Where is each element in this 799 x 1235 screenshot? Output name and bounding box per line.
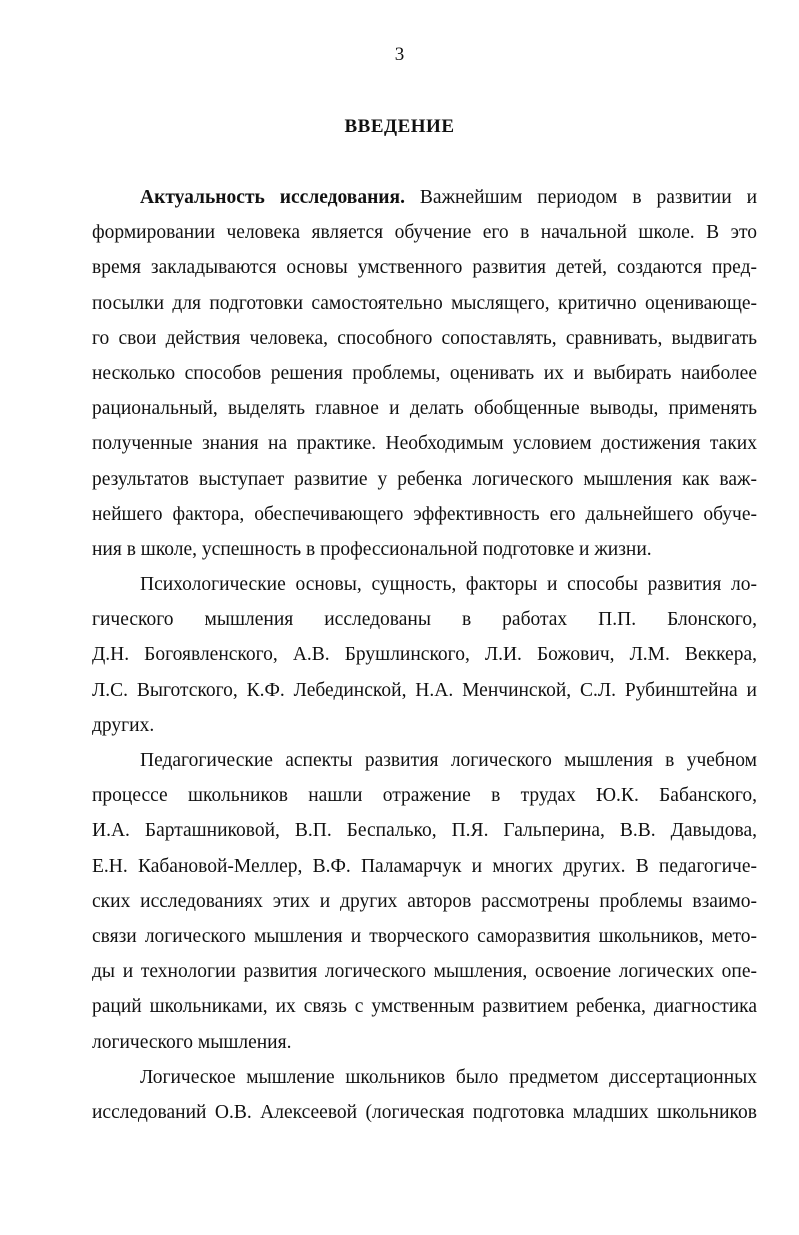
page-number: 3 [394,44,405,65]
paragraph-3-line: Е.Н. Кабановой-Меллер, В.Ф. Паламарчук и многих других. В педагогиче- [92,855,757,877]
paragraph-1-line: го свои действия человека, способного сопоставлять, сравнивать, выдвигать [92,327,757,349]
paragraph-3-line: связи логического мышления и творческого саморазвития школьников, мето- [92,925,757,947]
paragraph-3-line: ды и технологии развития логического мышления, освоение логических опе- [92,961,757,983]
paragraph-3-line: раций школьниками, их связь с умственным развитием ребенка, диагностика [92,996,757,1018]
paragraph-1-line: посылки для подготовки самостоятельно мыслящего, критично оценивающе- [92,292,757,314]
paragraph-1-line: полученные знания на практике. Необходимым условием достижения таких [92,433,757,455]
paragraph-1-line-1 [92,180,757,215]
paragraph-2-line: других. [92,714,155,736]
paragraph-1-line: ния в школе, успешность в профессиональной подготовке и жизни. [92,538,652,560]
paragraph-1-line: формировании человека является обучение его в начальной школе. В это [92,222,757,244]
paragraph-1-first-line-rest: Важнейшим периодом в развитии и [404,187,757,208]
paragraph-1-line: нейшего фактора, обеспечивающего эффективность его дальнейшего обуче- [92,503,757,525]
paragraph-2-line: Д.Н. Богоявленского, А.В. Брушлинского, Л.И. Божович, Л.М. Веккера, [92,644,757,666]
paragraph-3-line: И.А. Барташниковой, В.П. Беспалько, П.Я. Гальперина, В.В. Давыдова, [92,820,757,842]
paragraph-1-line: результатов выступает развитие у ребенка логического мышления как важ- [92,468,757,490]
paragraph-2-line: гического мышления исследованы в работах П.П. Блонского, [92,609,757,631]
paragraph-4-line: исследований О.В. Алексеевой (логическая подготовка младших школьников [92,1101,757,1123]
paragraph-3-line: процессе школьников нашли отражение в трудах Ю.К. Бабанского, [92,785,757,807]
paragraph-1-line: несколько способов решения проблемы, оценивать их и выбирать наиболее [92,362,757,384]
paragraph-3-line: ских исследованиях этих и других авторов рассмотрены проблемы взаимо- [92,890,757,912]
section-heading: ВВЕДЕНИЕ [344,116,455,137]
paragraph-2-line: Л.С. Выготского, К.Ф. Лебединской, Н.А. Менчинской, С.Л. Рубинштейна и [92,679,757,701]
paragraph-1-line: рациональный, выделять главное и делать обобщенные выводы, применять [92,398,757,420]
body-text [92,180,757,1130]
paragraph-2-line: Психологические основы, сущность, факторы и способы развития ло- [140,574,757,596]
paragraph-3-line: логического мышления. [92,1031,292,1053]
paragraph-4-line: Логическое мышление школьников было предметом диссертационных [140,1066,757,1088]
paragraph-1-line: время закладываются основы умственного развития детей, создаются пред- [92,257,757,279]
paragraph-1-lead: Актуальность исследования. [140,187,405,208]
paragraph-3-line: Педагогические аспекты развития логического мышления в учебном [140,750,757,771]
